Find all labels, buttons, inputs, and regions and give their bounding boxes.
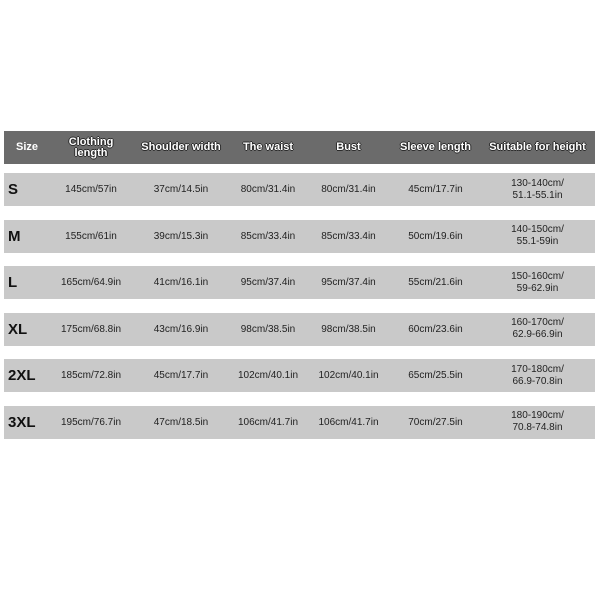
size-label: 2XL [8, 367, 36, 385]
table-row [4, 266, 595, 299]
clothing-length-value: 165cm/64.9in [60, 277, 122, 289]
sleeve-length-value: 45cm/17.7in [408, 184, 463, 195]
header-waist: The waist [242, 141, 294, 153]
clothing-length-value: 195cm/76.7in [60, 416, 122, 428]
sleeve-length-value: 55cm/21.6in [408, 277, 463, 289]
suitable-height-value [480, 317, 595, 341]
bust-value: 95cm/37.4in [321, 277, 376, 289]
height-in: 55.1-59in [516, 236, 559, 248]
suitable-height-value [480, 410, 595, 434]
height-in: 70.8-74.8in [512, 422, 563, 434]
suitable-height-value [480, 178, 595, 202]
height-in: 62.9-66.9in [512, 329, 563, 341]
shoulder-width-value: 45cm/17.7in [153, 370, 209, 382]
size-chart-table [4, 131, 595, 439]
sleeve-length-value: 65cm/25.5in [408, 370, 463, 382]
bust-value: 80cm/31.4in [321, 184, 376, 195]
height-in: 59-62.9in [516, 282, 559, 294]
table-row [4, 359, 595, 392]
height-cm: 140-150cm/ [511, 224, 564, 236]
shoulder-width-value: 41cm/16.1in [153, 277, 209, 289]
header-shoulder-width: Shoulder width [141, 141, 221, 153]
waist-value: 80cm/31.4in [240, 184, 296, 195]
bust-value: 106cm/41.7in [318, 416, 379, 428]
table-row [4, 406, 595, 439]
size-label: XL [8, 320, 28, 338]
header-sleeve-length: Sleeve length [400, 141, 471, 153]
clothing-length-value: 145cm/57in [65, 184, 117, 195]
shoulder-width-value: 43cm/16.9in [153, 323, 209, 335]
header-size: Size [15, 141, 38, 153]
shoulder-width-value: 39cm/15.3in [153, 230, 209, 242]
height-cm: 150-160cm/ [511, 270, 564, 282]
table-row [4, 220, 595, 253]
waist-value: 98cm/38.5in [240, 323, 296, 335]
height-cm: 160-170cm/ [511, 317, 564, 329]
bust-value: 102cm/40.1in [318, 370, 379, 382]
header-suitable-height: Suitable for height [489, 141, 586, 153]
height-in: 51.1-55.1in [512, 189, 563, 201]
suitable-height-value [480, 364, 595, 388]
height-cm: 180-190cm/ [511, 410, 564, 422]
table-row [4, 313, 595, 346]
shoulder-width-value: 47cm/18.5in [153, 416, 209, 428]
suitable-height-value [480, 224, 595, 248]
clothing-length-value: 185cm/72.8in [60, 370, 122, 382]
height-cm: 130-140cm/ [511, 177, 564, 189]
height-in: 66.9-70.8in [512, 375, 563, 387]
header-clothing-length: Clothing length [68, 135, 114, 159]
size-label: S [8, 181, 19, 198]
waist-value: 106cm/41.7in [237, 416, 299, 428]
waist-value: 102cm/40.1in [237, 370, 299, 382]
bust-value: 85cm/33.4in [321, 230, 376, 242]
size-label: 3XL [8, 413, 36, 431]
table-row [4, 173, 595, 206]
height-cm: 170-180cm/ [511, 363, 564, 375]
size-label: M [8, 227, 21, 245]
waist-value: 95cm/37.4in [240, 277, 296, 289]
sleeve-length-value: 70cm/27.5in [408, 416, 463, 428]
table-header-row [4, 131, 595, 164]
waist-value: 85cm/33.4in [240, 230, 296, 242]
clothing-length-value: 175cm/68.8in [60, 323, 122, 335]
sleeve-length-value: 60cm/23.6in [408, 323, 463, 335]
size-label: L [8, 274, 18, 292]
suitable-height-value [480, 271, 595, 295]
bust-value: 98cm/38.5in [321, 323, 376, 335]
clothing-length-value: 155cm/61in [65, 230, 117, 242]
shoulder-width-value: 37cm/14.5in [153, 184, 209, 195]
header-bust: Bust [336, 141, 361, 153]
sleeve-length-value: 50cm/19.6in [408, 230, 463, 242]
